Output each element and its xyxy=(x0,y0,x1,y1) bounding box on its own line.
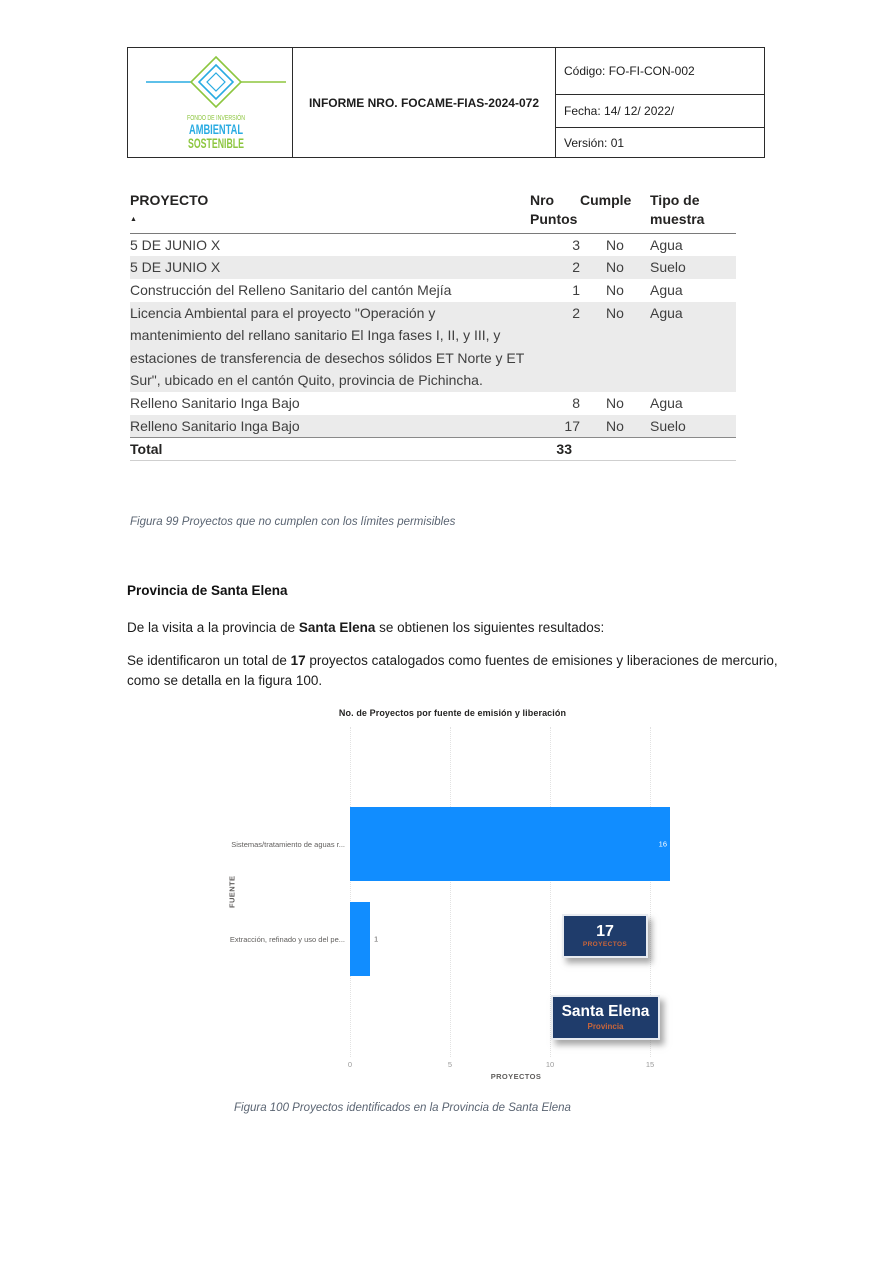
category-label: Extracción, refinado y uso del pe... xyxy=(229,934,345,944)
column-header-proyecto-label: PROYECTO xyxy=(130,192,209,208)
gridline xyxy=(450,727,451,1057)
gridline xyxy=(350,727,351,1057)
section-heading: Provincia de Santa Elena xyxy=(127,583,288,598)
column-header-proyecto[interactable] xyxy=(130,185,530,233)
total-value: 33 xyxy=(530,438,580,461)
cell-tipo: Suelo xyxy=(650,259,686,276)
logo-cell xyxy=(128,48,293,158)
table-row xyxy=(130,279,736,302)
bar-sistemas-tratamiento[interactable] xyxy=(350,807,670,881)
logo-line1: FONDO DE INVERSIÓN xyxy=(187,115,265,122)
figure-100-caption: Figura 100 Proyectos identificados en la Provincia de Santa Elena xyxy=(234,1102,571,1114)
paragraph-1-text: se obtienen los siguientes resultados: xyxy=(375,620,605,635)
fias-logo-icon xyxy=(136,50,296,152)
cell-tipo: Agua xyxy=(650,304,683,321)
province-subtitle: Provincia xyxy=(587,1021,624,1031)
province-name: Santa Elena xyxy=(561,1003,650,1021)
x-tick-label: 0 xyxy=(347,1060,353,1069)
cell-nro-puntos: 8 xyxy=(572,394,580,411)
cell-nro-puntos: 2 xyxy=(572,304,580,321)
figure-99-caption: Figura 99 Proyectos que no cumplen con los límites permisibles xyxy=(130,516,456,528)
cell-cumple: No xyxy=(606,417,624,434)
cell-tipo: Agua xyxy=(650,236,683,253)
cell-tipo: Suelo xyxy=(650,417,686,434)
x-axis-title: PROYECTOS xyxy=(490,1072,542,1081)
cell-proyecto: Relleno Sanitario Inga Bajo xyxy=(130,394,300,411)
cell-proyecto: Construcción del Relleno Sanitario del cantón Mejía xyxy=(130,281,452,298)
cell-nro-puntos: 3 xyxy=(572,236,580,253)
projects-count-value: 17 xyxy=(596,922,614,940)
logo-line2: AMBIENTAL xyxy=(189,122,243,137)
cell-proyecto: 5 DE JUNIO X xyxy=(130,236,221,253)
header-version: Versión: 01 xyxy=(556,128,765,158)
x-tick-label: 5 xyxy=(447,1060,453,1069)
paragraph-1 xyxy=(127,618,787,638)
logo-line3: SOSTENIBLE xyxy=(188,136,244,151)
paragraph-2-text: proyectos catalogados como fuentes de emisiones y liberaciones de mercurio, como se detalla en la figura 100. xyxy=(127,653,778,688)
paragraph-2-text: Se identificaron un total de xyxy=(127,653,291,668)
category-label: Sistemas/tratamiento de aguas r... xyxy=(231,839,345,849)
province-card xyxy=(551,995,660,1040)
projects-count-card xyxy=(562,914,648,958)
header-fecha: Fecha: 14/ 12/ 2022/ xyxy=(556,95,765,128)
cell-nro-puntos: 1 xyxy=(572,281,580,298)
chart-title: No. de Proyectos por fuente de emisión y liberación xyxy=(338,708,567,718)
cell-proyecto: 5 DE JUNIO X xyxy=(130,259,221,276)
table-total-row xyxy=(130,438,736,461)
cell-cumple: No xyxy=(606,259,624,276)
cell-cumple: No xyxy=(606,304,624,321)
document-header xyxy=(127,47,764,157)
cell-nro-puntos: 17 xyxy=(564,417,580,434)
paragraph-2-bold: 17 xyxy=(290,653,306,668)
y-axis-title: FUENTE xyxy=(227,875,237,909)
x-tick-label: 15 xyxy=(645,1060,655,1069)
paragraph-2 xyxy=(127,651,782,691)
paragraph-1-bold: Santa Elena xyxy=(298,620,376,635)
table-row xyxy=(130,302,736,392)
report-title: INFORME NRO. FOCAME-FIAS-2024-072 xyxy=(293,48,556,158)
sort-ascending-icon[interactable]: ▲ xyxy=(130,215,137,223)
cell-proyecto: Relleno Sanitario Inga Bajo xyxy=(130,417,300,434)
table-header-row xyxy=(130,185,736,233)
projects-table xyxy=(130,185,736,461)
x-tick-label: 10 xyxy=(545,1060,555,1069)
column-header-cumple[interactable]: Cumple xyxy=(580,185,650,233)
cell-cumple: No xyxy=(606,281,624,298)
column-header-tipo-muestra[interactable]: Tipo de muestra xyxy=(650,185,736,233)
cell-proyecto: Licencia Ambiental para el proyecto "Operación y mantenimiento del rellano sanitario El Inga fases I, II, y III, y estaciones de transferencia de desechos sólidos ET Norte y ET Sur", ubicado en el cantón Quito, provincia de Pichincha. xyxy=(130,304,525,389)
cell-nro-puntos: 2 xyxy=(572,259,580,276)
projects-count-label: PROYECTOS xyxy=(582,941,628,949)
cell-cumple: No xyxy=(606,236,624,253)
cell-tipo: Agua xyxy=(650,281,683,298)
table-row xyxy=(130,392,736,415)
header-codigo: Código: FO-FI-CON-002 xyxy=(556,48,765,95)
column-header-nro-puntos[interactable]: Nro Puntos xyxy=(530,185,580,233)
cell-cumple: No xyxy=(606,394,624,411)
bar-data-label: 16 xyxy=(658,839,667,849)
paragraph-1-text: De la visita a la provincia de xyxy=(127,620,299,635)
bar-extraccion-refinado[interactable] xyxy=(350,902,379,976)
table-row xyxy=(130,415,736,438)
table-row xyxy=(130,256,736,279)
bar-data-label: 1 xyxy=(374,934,379,944)
cell-tipo: Agua xyxy=(650,394,683,411)
table-row xyxy=(130,233,736,256)
x-axis-ticks xyxy=(347,1060,682,1070)
total-label: Total xyxy=(130,438,530,461)
